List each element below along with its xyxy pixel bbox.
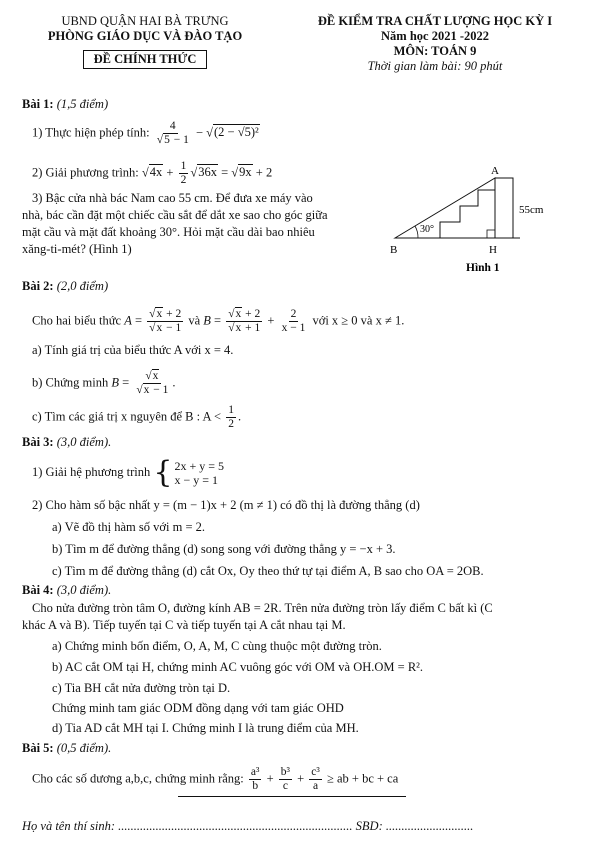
bai2-title: Bài 2: <box>22 279 54 293</box>
dept-line2: PHÒNG GIÁO DỤC VÀ ĐÀO TẠO <box>47 29 243 43</box>
subject: MÔN: TOÁN 9 <box>393 44 477 58</box>
duration: Thời gian làm bài: 90 phút <box>367 59 503 73</box>
bai2-c: c) Tìm các giá trị x nguyên để B : A < $\frac{1}{2}$ . <box>32 404 242 430</box>
bai4-b: b) AC cắt OM tại H, chứng minh AC vuông góc với OM và OH.OM = R². <box>52 660 424 674</box>
bai2-intro-text: Cho hai biểu thức <box>32 313 122 328</box>
candidate-name-label: Họ và tên thí sinh: <box>22 819 116 833</box>
bai3-a: a) Vẽ đồ thị hàm số với m = 2. <box>52 520 205 534</box>
bai4-d: d) Tia AD cắt MH tại I. Chứng minh I là trung điểm của MH. <box>52 721 359 735</box>
bai2-condition: với x ≥ 0 và x ≠ 1. <box>312 313 405 328</box>
bai5-text: Cho các số dương a,b,c, chứng minh rằng: <box>32 771 244 786</box>
header-right <box>285 14 585 74</box>
bai2-b-text: b) Chứng minh <box>32 375 109 390</box>
bai1-q2-text: 2) Giải phương trình: <box>32 165 139 180</box>
bai4-title: Bài 4: <box>22 583 54 597</box>
bai3-b: b) Tìm m để đường thẳng (d) song song với đường thẳng y = −x + 3. <box>52 542 396 556</box>
bai2-intro: Cho hai biểu thức A = $\frac{√x + 2}{√x - 1}$ và B = $\frac{√x + 2}{√x + 1}$ + $\frac{2}{x - 1}$ với x ≥ 0 và x ≠ 1. <box>32 308 405 334</box>
bai4-c2: Chứng minh tam giác ODM đồng dạng với tam giác OHD <box>52 701 344 715</box>
equation-system: { 2x + y = 5 x − y = 1 <box>153 455 224 490</box>
header-left <box>20 14 270 69</box>
figure-stairs <box>380 160 580 280</box>
bai1-q1-text: 1) Thực hiện phép tính: <box>32 125 150 140</box>
bai1-heading <box>22 96 108 112</box>
bai4-intro1: Cho nửa đường tròn tâm O, đường kính AB = 2R. Trên nửa đường tròn lấy điểm C bất kì (C <box>32 601 493 615</box>
bai1-q3-line2: nhà, bác cần đặt một chiếc cầu sắt để dắt xe sao cho góc giữa <box>22 208 328 222</box>
candidate-name-field[interactable]: ........................................................................... <box>118 819 353 833</box>
bai2-b: b) Chứng minh B = $\frac{√x}{√x - 1}$ . <box>32 370 176 396</box>
bai3-points: (3,0 điểm). <box>56 435 112 449</box>
label-angle: 30° <box>420 224 434 235</box>
dept-line1: UBND QUẬN HAI BÀ TRƯNG <box>61 14 229 28</box>
label-height: 55cm <box>519 204 544 216</box>
bai5-points: (0,5 điểm). <box>56 741 112 755</box>
bai1-q1: 1) Thực hiện phép tính: $\frac{4}{√5 - 1}$ − √(2 − √5)² <box>32 120 259 146</box>
bai1-points: (1,5 điểm) <box>56 97 109 111</box>
bai3-heading <box>22 434 111 450</box>
label-b: B <box>390 244 398 256</box>
footer <box>22 818 473 834</box>
official-stamp: ĐỀ CHÍNH THỨC <box>83 50 208 69</box>
sbd-label: SBD: <box>355 819 383 833</box>
bai3-c: c) Tìm m để đường thẳng (d) cắt Ox, Oy theo thứ tự tại điểm A, B sao cho OA = 2OB. <box>52 564 484 578</box>
bai5-rhs: ≥ ab + bc + ca <box>326 771 399 786</box>
bai4-intro2: khác A và B). Tiếp tuyến tại C và tiếp tuyến tại A cắt nhau tại M. <box>22 618 346 632</box>
bai1-q2: 2) Giải phương trình: √4x + $\frac{1}{2}$ √36x = √9x + 2 <box>32 160 273 186</box>
bai1-q3-line3: mặt cầu và mặt đất khoảng 30°. Hỏi mặt cầu dài bao nhiêu <box>22 225 315 239</box>
bai4-c: c) Tia BH cắt nửa đường tròn tại D. <box>52 681 231 695</box>
school-year: Năm học 2021 -2022 <box>381 29 489 43</box>
eq2: x − y = 1 <box>174 473 218 487</box>
bai5-heading <box>22 740 111 756</box>
exam-title: ĐỀ KIỂM TRA CHẤT LƯỢNG HỌC KỲ I <box>317 14 553 28</box>
eq1: 2x + y = 5 <box>174 459 224 473</box>
bai3-q1-text: 1) Giải hệ phương trình <box>32 464 151 479</box>
bai1-title: Bài 1: <box>22 97 54 111</box>
bai2-points: (2,0 điểm) <box>56 279 109 293</box>
sbd-field[interactable]: ............................ <box>385 819 474 833</box>
bai4-a: a) Chứng minh bốn điểm, O, A, M, C cùng thuộc một đường tròn. <box>52 639 382 653</box>
bai2-c-text: c) Tìm các giá trị x nguyên để B : A < <box>32 409 222 424</box>
bai4-heading <box>22 582 111 598</box>
label-h: H <box>489 244 497 256</box>
figure-caption: Hình 1 <box>466 262 500 274</box>
bai4-points: (3,0 điểm). <box>56 583 112 597</box>
fraction: $\frac{4}{√5 - 1}$ <box>156 120 189 146</box>
bai3-q2: 2) Cho hàm số bậc nhất y = (m − 1)x + 2 (m ≠ 1) có đồ thị là đường thẳng (d) <box>32 498 420 512</box>
bai3-q1 <box>32 455 224 490</box>
bai1-q3-line1: 3) Bậc cửa nhà bác Nam cao 55 cm. Để đưa xe máy vào <box>32 191 313 205</box>
label-a: A <box>491 165 499 177</box>
bai1-q3-line4: xăng-ti-mét? (Hình 1) <box>22 242 132 256</box>
bai5-title: Bài 5: <box>22 741 54 755</box>
bai3-title: Bài 3: <box>22 435 54 449</box>
bai5-problem: Cho các số dương a,b,c, chứng minh rằng: $\frac{\text{a³}}{b}$ + $\frac{\text{b³}}{c}$ + $\frac{\text{c³}}{a}$ ≥ ab + bc + ca <box>32 766 399 792</box>
bai2-a: a) Tính giá trị của biểu thức A với x = 4. <box>32 343 234 357</box>
bai2-heading <box>22 278 108 294</box>
end-divider <box>178 796 406 797</box>
